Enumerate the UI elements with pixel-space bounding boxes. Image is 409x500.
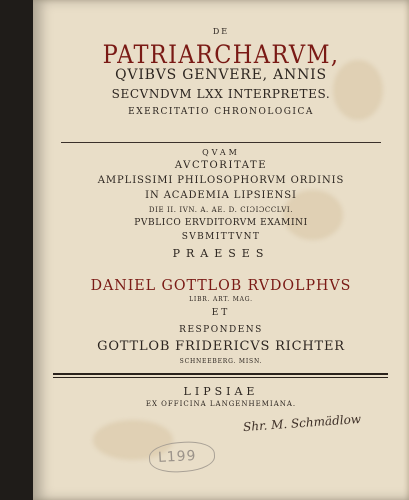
- publico-line: PVBLICO ERVDITORVM EXAMINI: [134, 218, 308, 228]
- respondens-name: GOTTLOB FRIDERICVS RICHTER: [97, 339, 345, 354]
- et-line: ET: [211, 308, 231, 318]
- auctoritate-line: AVCTORITATE: [174, 160, 268, 171]
- respondens-label: RESPONDENS: [179, 325, 263, 335]
- quam-line: QVAM: [202, 148, 240, 157]
- title-line-3: SECVNDVM LXX INTERPRETES.: [111, 87, 331, 101]
- imprint-rule-thick: [53, 373, 388, 375]
- title-page: [33, 0, 409, 500]
- title-line-2: QVIBVS GENVERE, ANNIS: [115, 67, 327, 83]
- praeses-title: LIBR. ART. MAG.: [189, 296, 253, 303]
- pencil-shelfmark: L199: [157, 448, 197, 466]
- respondens-origin: SCHNEEBERG. MISN.: [179, 358, 263, 365]
- main-title: PATRIARCHARVM,: [102, 40, 340, 69]
- handwritten-signature: Shr. M. Schmädlow: [242, 411, 362, 435]
- ordinis-line: AMPLISSIMI PHILOSOPHORVM ORDINIS: [97, 175, 345, 186]
- date-line: DIE II. IVN. A. AE. D. CIƆIƆCCLVI.: [148, 206, 294, 214]
- imprint-city: LIPSIAE: [183, 385, 259, 398]
- divider-rule: [61, 142, 381, 143]
- book-spine-edge: [0, 0, 36, 500]
- academia-line: IN ACADEMIA LIPSIENSI: [145, 190, 297, 201]
- title-line-4: EXERCITATIO CHRONOLOGICA: [128, 107, 314, 117]
- submittunt-line: SVBMITTVNT: [181, 232, 261, 242]
- praeses-label: PRAESES: [172, 247, 270, 260]
- title-prefix: DE: [212, 27, 230, 36]
- imprint-rule-thin: [53, 377, 388, 378]
- praeses-name: DANIEL GOTTLOB RVDOLPHVS: [90, 276, 352, 294]
- imprint-printer: EX OFFICINA LANGENHEMIANA.: [145, 400, 297, 408]
